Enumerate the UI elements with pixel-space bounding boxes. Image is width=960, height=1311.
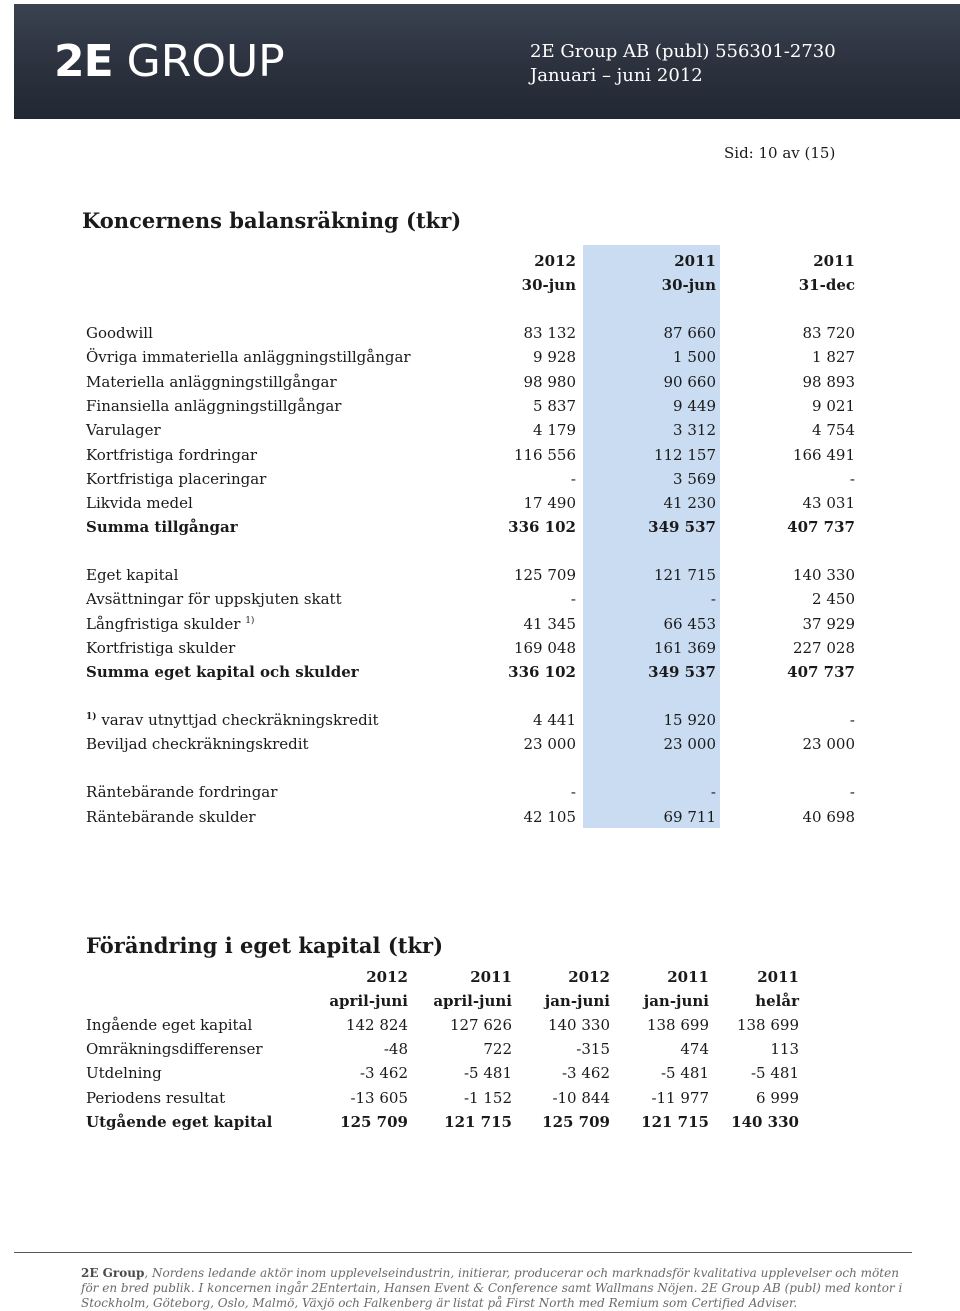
row-label-text: Eget kapital [86, 566, 179, 584]
equity-row-value: -10 844 [552, 1088, 610, 1107]
assets-total-row-label [86, 517, 238, 537]
asset-row-value: 43 031 [802, 494, 855, 513]
equity-total-row-value: 121 715 [641, 1113, 709, 1131]
credit-granted-row-value: 23 000 [663, 735, 716, 753]
asset-row-label [86, 372, 337, 392]
equity-row-value: 127 626 [449, 1016, 512, 1034]
equity-row-value: 6 999 [756, 1088, 799, 1107]
page-number: Sid: 10 av (15) [724, 144, 836, 162]
asset-row-value: 83 132 [523, 324, 576, 342]
asset-row-value: 1 500 [673, 348, 716, 367]
column-period: jan-juni [643, 992, 709, 1010]
row-label-text: Varulager [86, 421, 161, 440]
equity-row-value: -11 977 [651, 1088, 709, 1107]
liability-row-value: 169 048 [513, 638, 576, 657]
credit-used-row-label [86, 710, 379, 730]
asset-row-label [86, 469, 266, 489]
row-label-text: Beviljad checkräkningskredit [86, 735, 309, 753]
asset-row-label [86, 493, 193, 513]
interest-receivables-row-value: - [570, 783, 576, 801]
equity-row-value: -48 [383, 1040, 408, 1059]
equity-row-label: Utdelning [86, 1064, 162, 1083]
liability-row-label [86, 638, 235, 658]
liability-row-value: 125 709 [513, 566, 576, 584]
row-label-text: Summa eget kapital och skulder [86, 663, 359, 681]
equity-row-label: Periodens resultat [86, 1088, 226, 1107]
interest-liabilities-row-value: 40 698 [802, 808, 855, 826]
credit-granted-row-value: 23 000 [802, 735, 855, 753]
asset-row-value: 112 157 [653, 445, 716, 464]
column-year: 2012 [534, 252, 576, 270]
asset-row-value: 17 490 [523, 494, 576, 513]
liability-row-value: 2 450 [812, 590, 855, 609]
interest-liabilities-row-value: 69 711 [663, 808, 716, 826]
asset-row-value: 116 556 [513, 445, 576, 464]
company-name: 2E Group AB (publ) 556301-2730 [530, 41, 836, 62]
equity-row-value: -1 152 [463, 1088, 512, 1107]
liabilities-total-row-value: 407 737 [787, 663, 855, 681]
asset-row-label [86, 347, 411, 367]
column-year: 2012 [568, 968, 610, 986]
column-date: 30-jun [521, 276, 576, 294]
row-label-text: Räntebärande skulder [86, 808, 256, 826]
asset-row-value: 87 660 [663, 324, 716, 342]
row-label-text: Finansiella anläggningstillgångar [86, 396, 342, 415]
interest-liabilities-row-label [86, 807, 256, 827]
assets-total-row-value: 336 102 [508, 518, 576, 536]
credit-granted-row-value: 23 000 [523, 735, 576, 753]
row-label-text: Goodwill [86, 324, 153, 342]
equity-row-value: -3 462 [561, 1064, 610, 1083]
row-label-text: Materiella anläggningstillgångar [86, 372, 337, 391]
liability-row-value: 66 453 [663, 614, 716, 633]
asset-row-value: 4 754 [812, 421, 855, 440]
asset-row-value: - [849, 469, 855, 488]
footer-text: 2E Group, Nordens ledande aktör inom upplevelseindustrin, initierar, producerar och marknadsför kvalitativa upplevelser och möten för en bred publik. I koncernen ingår 2Entertain, Hansen Event & Conference samt Wallmans Nöjen. 2E Group AB (publ) med kontor i Stockholm, Göteborg, Oslo, Malmö, Växjö och Falkenberg är listat på First North med Remium som Certified Adviser. [81, 1266, 903, 1310]
asset-row-value: 166 491 [792, 445, 855, 464]
asset-row-value: 83 720 [802, 324, 855, 342]
interest-receivables-row-label [86, 782, 277, 802]
credit-used-row-value: 4 441 [533, 711, 576, 729]
equity-total-row-label: Utgående eget kapital [86, 1113, 273, 1131]
liability-row-value: 227 028 [792, 638, 855, 657]
credit-granted-row-label [86, 734, 309, 754]
row-label-text: Kortfristiga skulder [86, 638, 236, 657]
equity-row-value: 138 699 [646, 1016, 709, 1034]
liabilities-total-row-label [86, 662, 359, 682]
footer-divider [14, 1252, 912, 1253]
row-label-text: Kortfristiga fordringar [86, 445, 258, 464]
equity-row-value: -3 462 [359, 1064, 408, 1083]
equity-row-value: 138 699 [736, 1016, 799, 1034]
equity-row-value: 140 330 [547, 1016, 610, 1034]
asset-row-value: 9 928 [533, 348, 576, 367]
asset-row-value: 41 230 [663, 494, 716, 513]
asset-row-value: 9 449 [673, 396, 716, 415]
asset-row-value: 5 837 [533, 396, 576, 415]
footnote-mark: 1) [86, 712, 97, 722]
column-year: 2011 [813, 252, 855, 270]
company-logo: 2E GROUP [54, 36, 285, 87]
credit-used-row-value: 15 920 [663, 711, 716, 729]
equity-change-title: Förändring i eget kapital (tkr) [86, 933, 443, 958]
column-year: 2011 [470, 968, 512, 986]
equity-total-row-value: 140 330 [731, 1113, 799, 1131]
equity-row-value: 722 [483, 1040, 512, 1059]
column-year: 2011 [757, 968, 799, 986]
row-label-text: Räntebärande fordringar [86, 783, 278, 801]
asset-row-value: 98 893 [802, 372, 855, 391]
equity-row-value: 142 824 [345, 1016, 408, 1034]
row-label-text: varav utnyttjad checkräkningskredit [101, 711, 379, 729]
liability-row-label [86, 565, 178, 585]
equity-row-value: -5 481 [463, 1064, 512, 1083]
asset-row-value: 9 021 [812, 396, 855, 415]
column-period: april-juni [433, 992, 512, 1010]
row-label-text: Summa tillgångar [86, 518, 238, 536]
equity-total-row-value: 125 709 [542, 1113, 610, 1131]
column-period: april-juni [329, 992, 408, 1010]
equity-row-value: 113 [770, 1040, 799, 1059]
liability-row-value: 41 345 [523, 614, 576, 633]
asset-row-label [86, 445, 257, 465]
liability-row-label [86, 614, 254, 634]
liabilities-total-row-value: 349 537 [648, 663, 716, 681]
column-date: 31-dec [798, 276, 855, 294]
equity-row-value: -5 481 [660, 1064, 709, 1083]
column-period: helår [755, 992, 799, 1010]
liability-row-value: 140 330 [792, 566, 855, 584]
liability-row-value: 121 715 [653, 566, 716, 584]
asset-row-value: 3 569 [673, 469, 716, 488]
column-date: 30-jun [661, 276, 716, 294]
row-label-text: Likvida medel [86, 494, 193, 513]
equity-row-value: -315 [576, 1040, 610, 1059]
liability-row-value: - [710, 590, 716, 609]
liability-row-value: 37 929 [802, 614, 855, 633]
row-label-text: Långfristiga skulder [86, 614, 241, 633]
equity-row-label: Omräkningsdifferenser [86, 1040, 263, 1059]
equity-row-value: -13 605 [350, 1088, 408, 1107]
asset-row-label [86, 396, 341, 416]
report-header [14, 4, 960, 119]
liabilities-total-row-value: 336 102 [508, 663, 576, 681]
assets-total-row-value: 349 537 [648, 518, 716, 536]
asset-row-value: 3 312 [673, 421, 716, 440]
column-year: 2012 [366, 968, 408, 986]
credit-used-row-value: - [849, 711, 855, 729]
report-period: Januari – juni 2012 [530, 65, 703, 86]
asset-row-value: 98 980 [523, 372, 576, 391]
column-period: jan-juni [544, 992, 610, 1010]
interest-receivables-row-value: - [849, 783, 855, 801]
assets-total-row-value: 407 737 [787, 518, 855, 536]
equity-row-value: 474 [680, 1040, 709, 1059]
asset-row-label [86, 420, 161, 440]
column-year: 2011 [667, 968, 709, 986]
row-label-text: Avsättningar för uppskjuten skatt [86, 590, 342, 609]
row-label-text: Kortfristiga placeringar [86, 469, 267, 488]
equity-total-row-value: 121 715 [444, 1113, 512, 1131]
equity-row-value: -5 481 [750, 1064, 799, 1083]
equity-total-row-value: 125 709 [340, 1113, 408, 1131]
footnote-mark: 1) [245, 615, 255, 626]
asset-row-value: 90 660 [663, 372, 716, 391]
interest-liabilities-row-value: 42 105 [523, 808, 576, 826]
balance-sheet-title: Koncernens balansräkning (tkr) [82, 208, 462, 233]
interest-receivables-row-value: - [710, 783, 716, 801]
asset-row-value: 4 179 [533, 421, 576, 440]
equity-row-label: Ingående eget kapital [86, 1016, 253, 1034]
column-year: 2011 [674, 252, 716, 270]
asset-row-label [86, 323, 153, 343]
asset-row-value: 1 827 [812, 348, 855, 367]
asset-row-value: - [570, 469, 576, 488]
liability-row-label [86, 589, 342, 609]
liability-row-value: - [570, 590, 576, 609]
liability-row-value: 161 369 [653, 638, 716, 657]
row-label-text: Övriga immateriella anläggningstillgångar [86, 348, 411, 367]
